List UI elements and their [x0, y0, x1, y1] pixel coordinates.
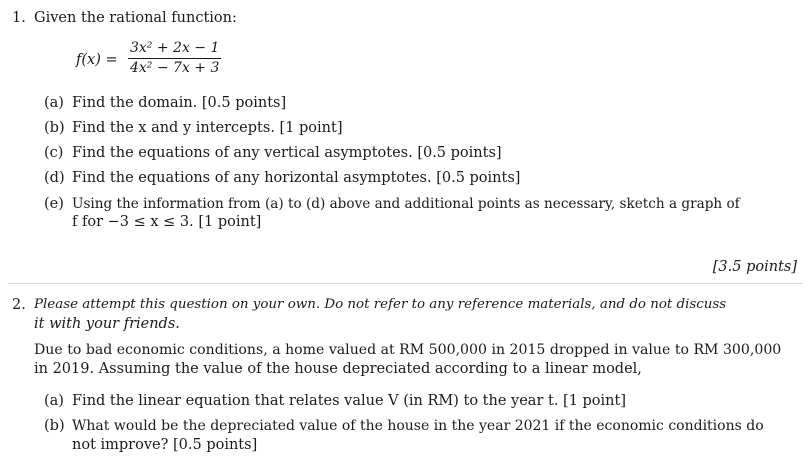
rational-function-fraction [128, 40, 221, 77]
q2-part-a-label: (a) [44, 393, 64, 409]
q1-part-b-text: Find the x and y intercepts. [1 point] [72, 120, 343, 136]
q1-part-e-text-continued: f for −3 ≤ x ≤ 3. [1 point] [72, 214, 262, 230]
q1-part-d-label: (d) [44, 170, 65, 186]
q2-part-a-text: Find the linear equation that relates value V (in RM) to the year t. [1 point] [72, 393, 626, 409]
q2-body-line2: in 2019. Assuming the value of the house depreciated according to a linear model, [34, 361, 642, 377]
question-1-intro: Given the rational function: [34, 10, 237, 26]
q1-total-points: [3.5 points] [712, 259, 797, 275]
q2-part-b-text-continued: not improve? [0.5 points] [72, 437, 258, 453]
function-denominator: 4x² − 7x + 3 [130, 60, 220, 76]
function-lhs: f(x) = [76, 52, 118, 68]
q1-part-b-label: (b) [44, 120, 65, 136]
q1-part-c-label: (c) [44, 145, 64, 161]
q1-part-e-label: (e) [44, 196, 64, 212]
q2-part-b-label: (b) [44, 418, 65, 434]
q1-part-d-text: Find the equations of any horizontal asymptotes. [0.5 points] [72, 170, 521, 186]
q2-instruction-line1: Please attempt this question on your own. Do not refer to any reference materials, and do not discuss [34, 297, 727, 312]
q2-part-b-text: What would be the depreciated value of the house in the year 2021 if the economic conditions do [72, 418, 764, 434]
question-1-number: 1. [12, 10, 26, 26]
section-divider [8, 283, 803, 284]
function-numerator: 3x² + 2x − 1 [130, 40, 220, 56]
question-2-number: 2. [12, 297, 26, 313]
q1-part-e-text: Using the information from (a) to (d) above and additional points as necessary, sketch a graph of [72, 196, 740, 212]
q2-instruction-line2: it with your friends. [34, 316, 180, 332]
q1-part-a-label: (a) [44, 95, 64, 111]
q1-part-c-text: Find the equations of any vertical asymptotes. [0.5 points] [72, 145, 502, 161]
q1-part-a-text: Find the domain. [0.5 points] [72, 95, 287, 111]
fraction-bar [128, 58, 221, 59]
q2-body-line1: Due to bad economic conditions, a home valued at RM 500,000 in 2015 dropped in value to RM 300,000 [34, 342, 782, 358]
